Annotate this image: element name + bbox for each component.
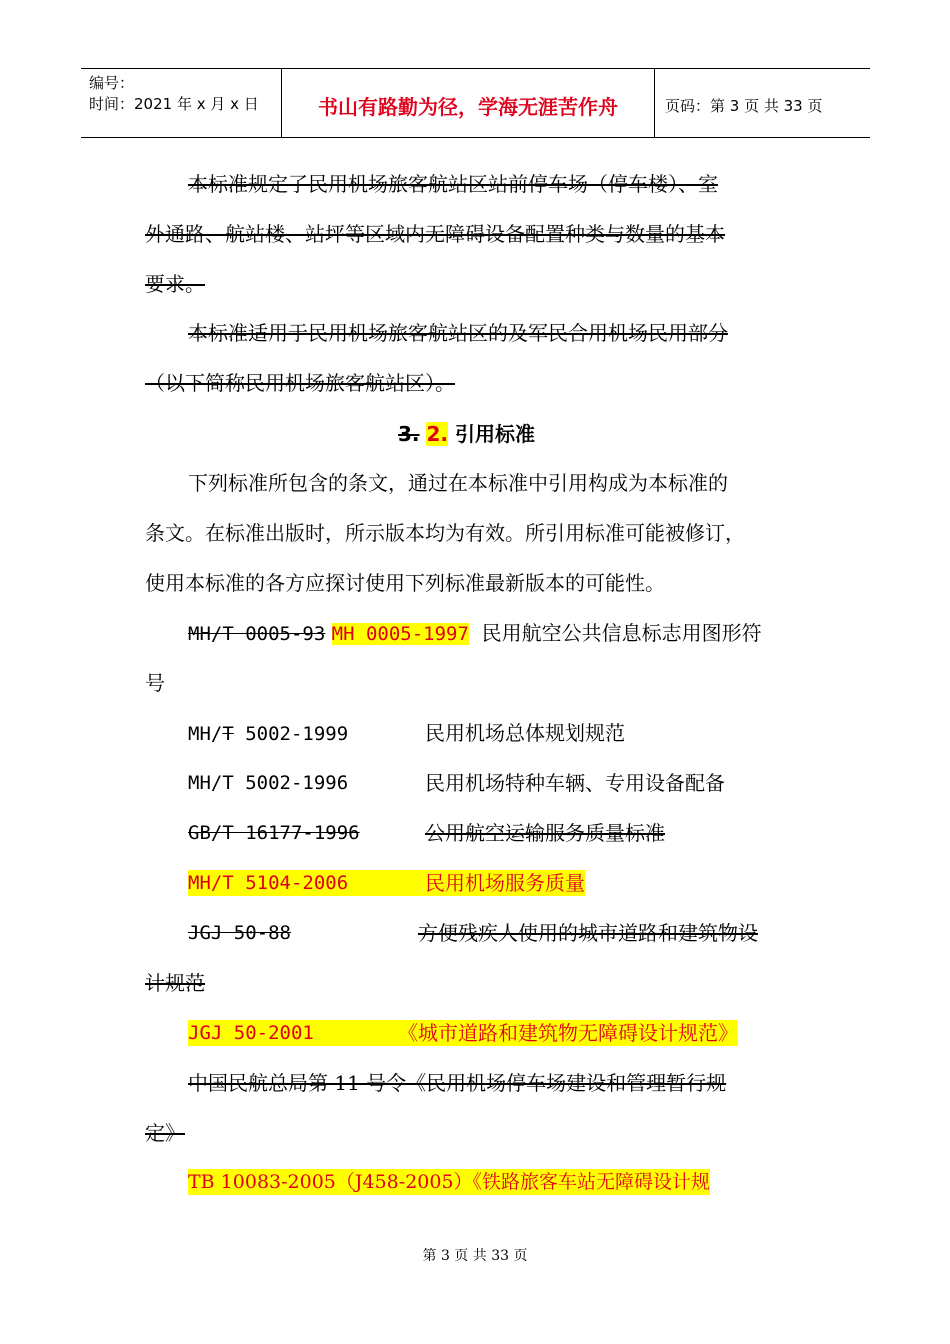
reference-4-title: 公用航空运输服务质量标准: [425, 821, 665, 845]
paragraph-references-line-2: 条文。在标准出版时，所示版本均为有效。所引用标准可能被修订，: [145, 521, 745, 545]
document-number-label: 编号：: [89, 74, 135, 92]
header-meta: [81, 69, 281, 137]
reference-6-title: 方便残疾人使用的城市道路和建筑物设: [418, 921, 758, 945]
heading-old-number: 3.: [398, 422, 420, 446]
reference-7-title: 《城市道路和建筑物无障碍设计规范》: [398, 1021, 738, 1045]
reference-2-code-prefix: MH/: [188, 723, 223, 745]
page-footer: 第 3 页 共 33 页: [422, 1248, 528, 1264]
reference-2-code-struck: T: [222, 723, 234, 745]
reference-2-title: 民用机场总体规划规范: [425, 721, 625, 745]
reference-1-title: 民用航空公共信息标志用图形符: [468, 621, 762, 645]
reference-3-code: MH/T 5002-1996: [188, 772, 349, 794]
paragraph-applicability-line-1: 本标准适用于民用机场旅客航站区的及军民合用机场民用部分: [188, 321, 728, 345]
paragraph-scope-line-3: 要求。: [145, 272, 205, 296]
reference-6-title-continued: 计规范: [145, 971, 205, 995]
paragraph-scope-line-2: 外通路、航站楼、站坪等区域内无障碍设备配置种类与数量的基本: [145, 222, 725, 246]
reference-1-old-code: MH/T 0005-93: [188, 623, 326, 645]
reference-9-line-1: TB 10083-2005（J458-2005）《铁路旅客车站无障碍设计规: [188, 1171, 711, 1193]
reference-1-title-continued: 号: [145, 671, 165, 695]
reference-item-2: [188, 720, 348, 747]
section-heading: [398, 421, 535, 447]
reference-item-1: [188, 620, 762, 647]
reference-5-code: MH/T 5104-2006: [188, 870, 425, 896]
header-page-label: 页码：第 3 页 共 33 页: [665, 96, 823, 115]
header-motto: 书山有路勤为径，学海无涯苦作舟: [281, 69, 655, 137]
heading-new-number: 2.: [426, 422, 448, 446]
reference-8-line-1: 中国民航总局第 11 号令《民用机场停车场建设和管理暂行规: [188, 1071, 727, 1095]
paragraph-scope-line-1: 本标准规定了民用机场旅客航站区站前停车场（停车楼）、室: [188, 172, 718, 196]
paragraph-applicability-line-2: （以下简称民用机场旅客航站区）。: [145, 371, 455, 395]
reference-7-code: JGJ 50-2001: [188, 1020, 398, 1046]
paragraph-references-line-1: 下列标准所包含的条文，通过在本标准中引用构成为本标准的: [188, 471, 728, 495]
paragraph-references-line-3: 使用本标准的各方应探讨使用下列标准最新版本的可能性。: [145, 571, 665, 595]
document-time-label: 时间：2021 年 x 月 x 日: [89, 95, 259, 113]
reference-2-code-suffix: 5002-1999: [233, 723, 349, 745]
reference-8-line-2: 定》: [145, 1121, 185, 1145]
reference-6-code: JGJ 50-88: [188, 922, 291, 944]
page-header: [81, 68, 870, 138]
reference-3-title: 民用机场特种车辆、专用设备配备: [425, 771, 725, 795]
reference-5-title: 民用机场服务质量: [425, 871, 585, 895]
reference-4-code: GB/T 16177-1996: [188, 822, 360, 844]
heading-title: 引用标准: [448, 422, 535, 446]
reference-1-new-code: MH 0005-1997: [331, 623, 469, 645]
